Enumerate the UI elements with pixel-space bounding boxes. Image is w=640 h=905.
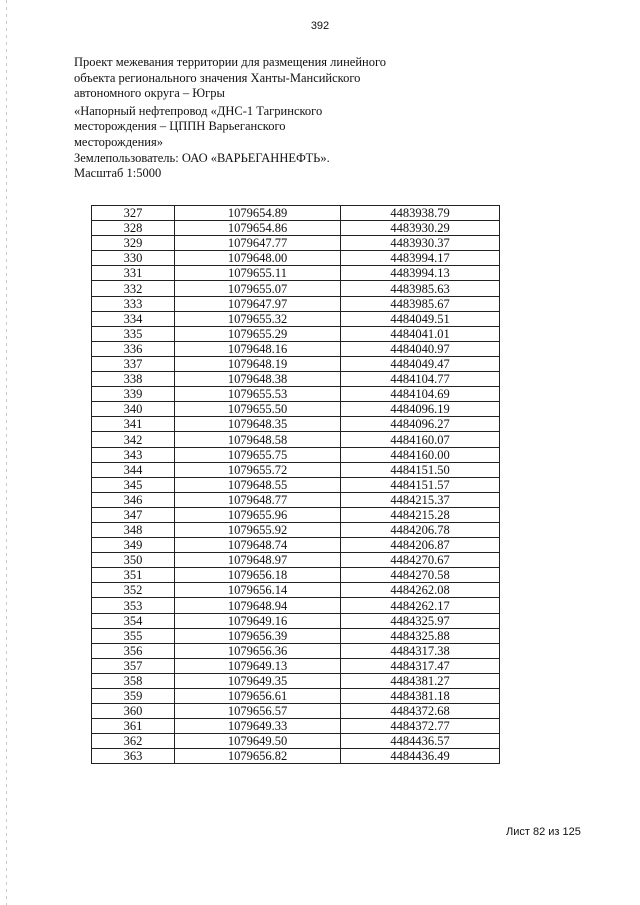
point-number-cell: 349 (92, 538, 175, 553)
table-row (92, 311, 500, 326)
table-row (92, 236, 500, 251)
x-coordinate-cell: 1079655.72 (175, 462, 341, 477)
y-coordinate-cell: 4484215.37 (341, 492, 500, 507)
y-coordinate-cell: 4484270.58 (341, 568, 500, 583)
y-coordinate-cell: 4484317.38 (341, 643, 500, 658)
table-row (92, 447, 500, 462)
x-coordinate-cell: 1079648.77 (175, 492, 341, 507)
y-coordinate-cell: 4484317.47 (341, 658, 500, 673)
x-coordinate-cell: 1079655.32 (175, 311, 341, 326)
header-line-2: объекта регионального значения Ханты-Мансийского (74, 70, 361, 85)
table-row (92, 658, 500, 673)
point-number-cell: 358 (92, 673, 175, 688)
y-coordinate-cell: 4483985.63 (341, 281, 500, 296)
point-number-cell: 350 (92, 553, 175, 568)
y-coordinate-cell: 4484096.19 (341, 402, 500, 417)
header-line-3: автономного округа – Югры (74, 86, 225, 101)
x-coordinate-cell: 1079656.36 (175, 643, 341, 658)
table-row (92, 221, 500, 236)
y-coordinate-cell: 4483930.29 (341, 221, 500, 236)
table-row (92, 553, 500, 568)
table-row (92, 372, 500, 387)
point-number-cell: 327 (92, 206, 175, 221)
table-row (92, 387, 500, 402)
header-line-1: Проект межевания территории для размещения линейного (74, 55, 387, 69)
table-row (92, 538, 500, 553)
x-coordinate-cell: 1079655.07 (175, 281, 341, 296)
header-line-7: Землепользователь: ОАО «ВАРЬЕГАННЕФТЬ». (74, 150, 330, 165)
x-coordinate-cell: 1079649.13 (175, 658, 341, 673)
x-coordinate-cell: 1079656.18 (175, 568, 341, 583)
y-coordinate-cell: 4484325.97 (341, 613, 500, 628)
point-number-cell: 359 (92, 689, 175, 704)
x-coordinate-cell: 1079649.33 (175, 719, 341, 734)
y-coordinate-cell: 4484381.18 (341, 689, 500, 704)
point-number-cell: 360 (92, 704, 175, 719)
x-coordinate-cell: 1079655.96 (175, 507, 341, 522)
x-coordinate-cell: 1079656.57 (175, 704, 341, 719)
y-coordinate-cell: 4484049.51 (341, 311, 500, 326)
y-coordinate-cell: 4484436.49 (341, 749, 500, 764)
header-line-4: «Напорный нефтепровод «ДНС-1 Тагринского (74, 103, 323, 118)
point-number-cell: 334 (92, 311, 175, 326)
x-coordinate-cell: 1079654.86 (175, 221, 341, 236)
table-row (92, 432, 500, 447)
y-coordinate-cell: 4483930.37 (341, 236, 500, 251)
point-number-cell: 361 (92, 719, 175, 734)
point-number-cell: 357 (92, 658, 175, 673)
y-coordinate-cell: 4484096.27 (341, 417, 500, 432)
x-coordinate-cell: 1079647.77 (175, 236, 341, 251)
point-number-cell: 353 (92, 598, 175, 613)
point-number-cell: 354 (92, 613, 175, 628)
x-coordinate-cell: 1079655.11 (175, 266, 341, 281)
point-number-cell: 342 (92, 432, 175, 447)
table-row (92, 643, 500, 658)
point-number-cell: 355 (92, 628, 175, 643)
x-coordinate-cell: 1079648.74 (175, 538, 341, 553)
table-row (92, 673, 500, 688)
y-coordinate-cell: 4484372.68 (341, 704, 500, 719)
y-coordinate-cell: 4484262.08 (341, 583, 500, 598)
y-coordinate-cell: 4484262.17 (341, 598, 500, 613)
x-coordinate-cell: 1079649.50 (175, 734, 341, 749)
y-coordinate-cell: 4484041.01 (341, 326, 500, 341)
scan-edge-line (6, 0, 7, 905)
x-coordinate-cell: 1079648.55 (175, 477, 341, 492)
x-coordinate-cell: 1079656.82 (175, 749, 341, 764)
x-coordinate-cell: 1079648.19 (175, 356, 341, 371)
point-number-cell: 351 (92, 568, 175, 583)
y-coordinate-cell: 4483994.17 (341, 251, 500, 266)
x-coordinate-cell: 1079648.38 (175, 372, 341, 387)
point-number-cell: 343 (92, 447, 175, 462)
page-number: 392 (310, 20, 330, 32)
point-number-cell: 340 (92, 402, 175, 417)
point-number-cell: 330 (92, 251, 175, 266)
table-row (92, 326, 500, 341)
y-coordinate-cell: 4484104.77 (341, 372, 500, 387)
x-coordinate-cell: 1079648.00 (175, 251, 341, 266)
table-row (92, 734, 500, 749)
table-row (92, 356, 500, 371)
table-row (92, 251, 500, 266)
x-coordinate-cell: 1079655.50 (175, 402, 341, 417)
y-coordinate-cell: 4484040.97 (341, 341, 500, 356)
point-number-cell: 346 (92, 492, 175, 507)
header-line-6: месторождения» (74, 134, 163, 149)
x-coordinate-cell: 1079648.94 (175, 598, 341, 613)
table-row (92, 462, 500, 477)
point-number-cell: 332 (92, 281, 175, 296)
table-row (92, 266, 500, 281)
point-number-cell: 352 (92, 583, 175, 598)
table-row (92, 613, 500, 628)
x-coordinate-cell: 1079648.97 (175, 553, 341, 568)
point-number-cell: 344 (92, 462, 175, 477)
point-number-cell: 337 (92, 356, 175, 371)
x-coordinate-cell: 1079656.61 (175, 689, 341, 704)
document-header (74, 55, 394, 182)
y-coordinate-cell: 4484206.78 (341, 522, 500, 537)
y-coordinate-cell: 4484151.50 (341, 462, 500, 477)
y-coordinate-cell: 4484206.87 (341, 538, 500, 553)
point-number-cell: 333 (92, 296, 175, 311)
table-row (92, 507, 500, 522)
x-coordinate-cell: 1079655.92 (175, 522, 341, 537)
coordinates-table (91, 205, 500, 764)
sheet-counter: Лист 82 из 125 (506, 826, 581, 838)
coordinates-table-body (92, 206, 500, 764)
point-number-cell: 338 (92, 372, 175, 387)
point-number-cell: 341 (92, 417, 175, 432)
point-number-cell: 362 (92, 734, 175, 749)
x-coordinate-cell: 1079656.14 (175, 583, 341, 598)
y-coordinate-cell: 4484436.57 (341, 734, 500, 749)
point-number-cell: 356 (92, 643, 175, 658)
table-row (92, 492, 500, 507)
x-coordinate-cell: 1079654.89 (175, 206, 341, 221)
table-row (92, 583, 500, 598)
table-row (92, 477, 500, 492)
x-coordinate-cell: 1079649.35 (175, 673, 341, 688)
point-number-cell: 329 (92, 236, 175, 251)
table-row (92, 749, 500, 764)
table-row (92, 689, 500, 704)
point-number-cell: 336 (92, 341, 175, 356)
table-row (92, 598, 500, 613)
x-coordinate-cell: 1079655.29 (175, 326, 341, 341)
y-coordinate-cell: 4484215.28 (341, 507, 500, 522)
point-number-cell: 348 (92, 522, 175, 537)
table-row (92, 719, 500, 734)
y-coordinate-cell: 4484160.00 (341, 447, 500, 462)
x-coordinate-cell: 1079655.75 (175, 447, 341, 462)
point-number-cell: 345 (92, 477, 175, 492)
y-coordinate-cell: 4483938.79 (341, 206, 500, 221)
y-coordinate-cell: 4484381.27 (341, 673, 500, 688)
table-row (92, 704, 500, 719)
x-coordinate-cell: 1079649.16 (175, 613, 341, 628)
point-number-cell: 335 (92, 326, 175, 341)
table-row (92, 628, 500, 643)
table-row (92, 522, 500, 537)
x-coordinate-cell: 1079648.16 (175, 341, 341, 356)
point-number-cell: 339 (92, 387, 175, 402)
y-coordinate-cell: 4484151.57 (341, 477, 500, 492)
y-coordinate-cell: 4484270.67 (341, 553, 500, 568)
x-coordinate-cell: 1079656.39 (175, 628, 341, 643)
y-coordinate-cell: 4484372.77 (341, 719, 500, 734)
x-coordinate-cell: 1079655.53 (175, 387, 341, 402)
table-row (92, 296, 500, 311)
table-row (92, 568, 500, 583)
x-coordinate-cell: 1079648.35 (175, 417, 341, 432)
table-row (92, 206, 500, 221)
point-number-cell: 328 (92, 221, 175, 236)
table-row (92, 402, 500, 417)
point-number-cell: 363 (92, 749, 175, 764)
table-row (92, 281, 500, 296)
table-row (92, 417, 500, 432)
y-coordinate-cell: 4484160.07 (341, 432, 500, 447)
y-coordinate-cell: 4484049.47 (341, 356, 500, 371)
y-coordinate-cell: 4484325.88 (341, 628, 500, 643)
point-number-cell: 331 (92, 266, 175, 281)
x-coordinate-cell: 1079647.97 (175, 296, 341, 311)
header-line-5: месторождения – ЦППН Варьеганского (74, 119, 286, 134)
point-number-cell: 347 (92, 507, 175, 522)
table-row (92, 341, 500, 356)
y-coordinate-cell: 4483994.13 (341, 266, 500, 281)
y-coordinate-cell: 4484104.69 (341, 387, 500, 402)
y-coordinate-cell: 4483985.67 (341, 296, 500, 311)
header-line-8: Масштаб 1:5000 (74, 166, 162, 181)
x-coordinate-cell: 1079648.58 (175, 432, 341, 447)
